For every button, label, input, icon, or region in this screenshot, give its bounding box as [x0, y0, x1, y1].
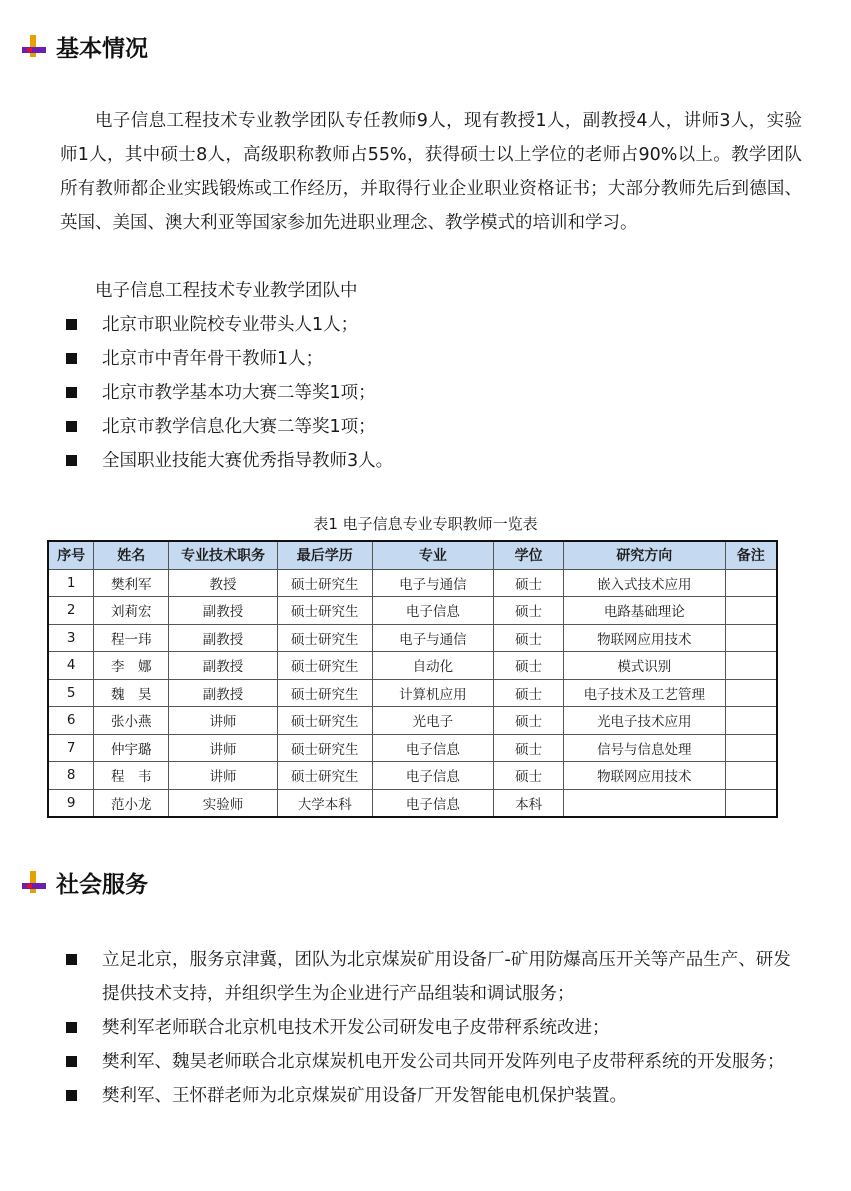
table-cell: 8	[48, 762, 94, 790]
table-row	[48, 597, 777, 625]
table-cell: 物联网应用技术	[564, 762, 726, 790]
column-header: 专业技术职务	[169, 541, 278, 569]
table-cell: 物联网应用技术	[564, 624, 726, 652]
table-cell: 大学本科	[277, 789, 372, 817]
column-header: 学位	[494, 541, 564, 569]
section-title: 基本情况	[56, 36, 148, 62]
table-header-row	[48, 541, 777, 569]
table-cell: 信号与信息处理	[564, 734, 726, 762]
table-cell: 硕士	[494, 569, 564, 597]
cross-bullet-icon	[22, 871, 46, 895]
table-cell: 硕士	[494, 734, 564, 762]
table-cell: 硕士	[494, 707, 564, 735]
square-bullet-icon	[66, 421, 77, 432]
table-cell: 仲宇璐	[94, 734, 169, 762]
list-item: 北京市职业院校专业带头人1人；	[66, 308, 806, 342]
table-cell: 电子信息	[372, 597, 494, 625]
table-body	[48, 569, 777, 817]
table-cell: 硕士研究生	[277, 707, 372, 735]
table-cell: 硕士研究生	[277, 624, 372, 652]
table-caption: 表1 电子信息专业专职教师一览表	[313, 515, 538, 533]
table-cell: 李 娜	[94, 652, 169, 680]
table-cell: 光电子技术应用	[564, 707, 726, 735]
table-cell: 副教授	[169, 624, 278, 652]
column-header: 姓名	[94, 541, 169, 569]
table-cell: 硕士研究生	[277, 652, 372, 680]
table-cell: 讲师	[169, 734, 278, 762]
square-bullet-icon	[66, 353, 77, 364]
square-bullet-icon	[66, 954, 77, 965]
table-cell	[725, 707, 777, 735]
table-cell: 7	[48, 734, 94, 762]
table-cell: 6	[48, 707, 94, 735]
table-row	[48, 624, 777, 652]
table-cell: 范小龙	[94, 789, 169, 817]
table-cell: 5	[48, 679, 94, 707]
table-cell: 电路基础理论	[564, 597, 726, 625]
table-cell: 硕士研究生	[277, 762, 372, 790]
honors-lead: 电子信息工程技术专业教学团队中	[95, 281, 358, 301]
column-header: 备注	[725, 541, 777, 569]
table-cell: 魏 昊	[94, 679, 169, 707]
table-cell: 程 韦	[94, 762, 169, 790]
table-cell: 讲师	[169, 762, 278, 790]
table-cell	[725, 597, 777, 625]
table-cell: 樊利军	[94, 569, 169, 597]
column-header: 专业	[372, 541, 494, 569]
square-bullet-icon	[66, 387, 77, 398]
table-cell	[725, 789, 777, 817]
table-cell: 硕士研究生	[277, 597, 372, 625]
square-bullet-icon	[66, 1022, 77, 1033]
table-cell: 电子信息	[372, 762, 494, 790]
table-cell: 4	[48, 652, 94, 680]
column-header: 序号	[48, 541, 94, 569]
table-cell: 讲师	[169, 707, 278, 735]
list-item: 樊利军、魏昊老师联合北京煤炭机电开发公司共同开发阵列电子皮带秤系统的开发服务；	[66, 1045, 806, 1079]
list-item: 北京市中青年骨干教师1人；	[66, 342, 806, 376]
section-heading-social-service	[22, 866, 148, 899]
table-cell: 嵌入式技术应用	[564, 569, 726, 597]
table-cell: 硕士研究生	[277, 679, 372, 707]
table-cell	[725, 762, 777, 790]
table-cell: 电子与通信	[372, 569, 494, 597]
table-cell: 电子技术及工艺管理	[564, 679, 726, 707]
table-row	[48, 707, 777, 735]
table-cell: 教授	[169, 569, 278, 597]
table-cell: 实验师	[169, 789, 278, 817]
column-header: 研究方向	[564, 541, 726, 569]
table-cell: 程一玮	[94, 624, 169, 652]
table-cell	[725, 652, 777, 680]
list-item: 樊利军、王怀群老师为北京煤炭矿用设备厂开发智能电机保护装置。	[66, 1079, 806, 1113]
square-bullet-icon	[66, 455, 77, 466]
table-cell	[725, 734, 777, 762]
table-cell: 本科	[494, 789, 564, 817]
table-cell	[564, 789, 726, 817]
square-bullet-icon	[66, 319, 77, 330]
table-cell: 硕士	[494, 597, 564, 625]
table-cell: 硕士	[494, 679, 564, 707]
section-title: 社会服务	[56, 872, 148, 898]
list-item: 北京市教学信息化大赛二等奖1项；	[66, 410, 806, 444]
table-cell: 硕士研究生	[277, 734, 372, 762]
table-cell: 光电子	[372, 707, 494, 735]
table-cell	[725, 679, 777, 707]
square-bullet-icon	[66, 1090, 77, 1101]
list-item: 北京市教学基本功大赛二等奖1项；	[66, 376, 806, 410]
intro-paragraph: 电子信息工程技术专业教学团队专任教师9人，现有教授1人，副教授4人，讲师3人，实验师1人，其中硕士8人，高级职称教师占55%，获得硕士以上学位的老师占90%以上。教学团队所有教师都企业实践锻炼或工作经历，并取得行业企业职业资格证书；大部分教师先后到德国、英国、美国、澳大利亚等国家参加先进职业理念、教学模式的培训和学习。	[60, 111, 802, 233]
table-cell: 自动化	[372, 652, 494, 680]
table-cell: 硕士	[494, 652, 564, 680]
table-row	[48, 569, 777, 597]
table-cell: 副教授	[169, 652, 278, 680]
table-row	[48, 652, 777, 680]
table-row	[48, 762, 777, 790]
table-cell: 9	[48, 789, 94, 817]
square-bullet-icon	[66, 1056, 77, 1067]
table-cell: 2	[48, 597, 94, 625]
table-row	[48, 679, 777, 707]
list-item: 全国职业技能大赛优秀指导教师3人。	[66, 444, 806, 478]
table-row	[48, 789, 777, 817]
list-item: 立足北京，服务京津冀，团队为北京煤炭矿用设备厂-矿用防爆高压开关等产品生产、研发提供技术支持，并组织学生为企业进行产品组装和调试服务；	[66, 943, 806, 1011]
table-cell: 硕士	[494, 762, 564, 790]
table-cell: 3	[48, 624, 94, 652]
column-header: 最后学历	[277, 541, 372, 569]
section-heading-basic-info	[22, 30, 148, 63]
list-item: 樊利军老师联合北京机电技术开发公司研发电子皮带秤系统改进；	[66, 1011, 806, 1045]
table-cell: 硕士	[494, 624, 564, 652]
table-cell: 张小燕	[94, 707, 169, 735]
table-cell: 电子信息	[372, 789, 494, 817]
table-cell: 计算机应用	[372, 679, 494, 707]
table-cell: 模式识别	[564, 652, 726, 680]
table-row	[48, 734, 777, 762]
table-cell	[725, 624, 777, 652]
teacher-table	[47, 540, 778, 818]
table-cell	[725, 569, 777, 597]
table-cell: 电子与通信	[372, 624, 494, 652]
table-cell: 副教授	[169, 597, 278, 625]
table-cell: 电子信息	[372, 734, 494, 762]
service-list	[66, 943, 806, 1113]
table-cell: 刘莉宏	[94, 597, 169, 625]
cross-bullet-icon	[22, 35, 46, 59]
table-cell: 1	[48, 569, 94, 597]
table-cell: 副教授	[169, 679, 278, 707]
table-cell: 硕士研究生	[277, 569, 372, 597]
honors-list	[66, 308, 806, 478]
